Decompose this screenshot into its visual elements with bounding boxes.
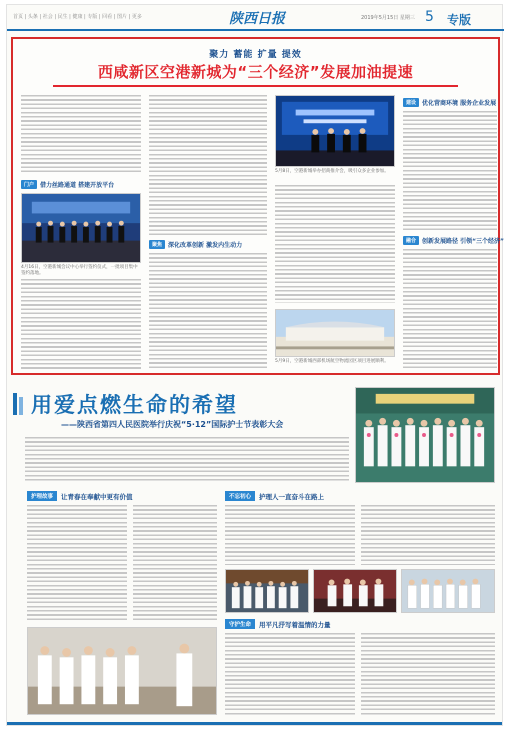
subhead-tag: 门户 [21,180,37,189]
top-article-highlight[interactable] [11,37,504,375]
section-tag: 不忘初心 [225,491,255,501]
masthead [7,5,504,31]
body-text-col1b [21,279,141,369]
headline-divider [53,85,458,87]
photo-logistics-park [275,309,395,357]
body-text-col1 [21,95,141,175]
photo-nurse-group [401,569,495,613]
subhead-title: 深化改革创新 激发内生动力 [168,241,243,249]
photo-signing-ceremony [21,193,141,263]
section-title: 用平凡抒写着温情的力量 [259,620,331,629]
section-title: 让青春在奉献中更有价值 [61,492,133,501]
subhead-tag: 聚焦 [149,240,165,249]
section-tag: 守护生命 [225,619,255,629]
photo-hospital-team [225,569,309,613]
section-title: 护理人一直奋斗在路上 [259,492,325,501]
photo-conference-stage [275,95,395,167]
section-3-heading [225,619,331,629]
feature-marker-icon [13,393,25,415]
issue-date: 2019年5月15日 星期三 [361,15,415,21]
section-2-text [225,505,355,565]
photo-caption-1: 4月16日，空港新城会议中心举行签约仪式，一批项目集中签约落地。 [21,265,138,276]
photo-nurses-award [355,387,495,483]
subhead-4 [403,235,504,245]
newspaper-page [6,4,503,726]
section-2-text-b [361,505,495,565]
body-text-col4b [403,249,497,369]
subhead-3 [403,97,496,107]
photo-caption-2: 5月8日，空港新城举办招商推介会，吸引众多企业参加。 [275,169,389,174]
section-2-heading [225,491,324,501]
body-text-col3 [275,185,395,303]
section-1-heading [27,491,133,501]
photo-nurses-oath [27,627,217,715]
masthead-logo: 陕西日报 [229,11,285,27]
body-text-col2 [149,95,267,235]
subhead-tag: 建设 [403,98,419,107]
section-name: 专版 [447,13,472,27]
subhead-title: 借力丝路通道 搭建开放平台 [40,181,115,189]
feature-intro-text [25,437,349,481]
page-bottom-rule [7,722,502,725]
masthead-nav[interactable]: 首页 | 头条 | 社会 | 民生 | 健康 | 专版 | 回看 | 图片 | 更多 [13,14,142,20]
section-1-text [27,505,127,621]
body-text-col2b [149,253,267,369]
subhead-tag: 融合 [403,236,419,245]
feature-headline[interactable]: 用爱点燃生命的希望 [31,393,238,417]
page-number: 5 [425,9,434,25]
article-headline[interactable]: 西咸新区空港新城为“三个经济”发展加油提速 [97,63,414,81]
body-text-col4 [403,111,497,231]
photo-caption-3: 5月9日，空港新城西部机场航空物流园区项目进展顺利。 [275,359,389,364]
article-kicker: 聚力 蓄能 扩量 提效 [209,50,302,60]
section-tag: 护理故事 [27,491,57,501]
section-3-text-b [361,633,495,717]
section-1-text-b [133,505,217,621]
subhead-title: 优化营商环境 服务企业发展 [422,99,497,107]
photo-award-ceremony [313,569,397,613]
subhead-title: 创新发展路径 引领“三个经济” [422,237,504,245]
section-3-text [225,633,355,717]
subhead-2 [149,239,242,249]
subhead-1 [21,179,114,189]
feature-subtitle: ——陕西省第四人民医院举行庆祝“5·12”国际护士节表彰大会 [61,420,284,429]
